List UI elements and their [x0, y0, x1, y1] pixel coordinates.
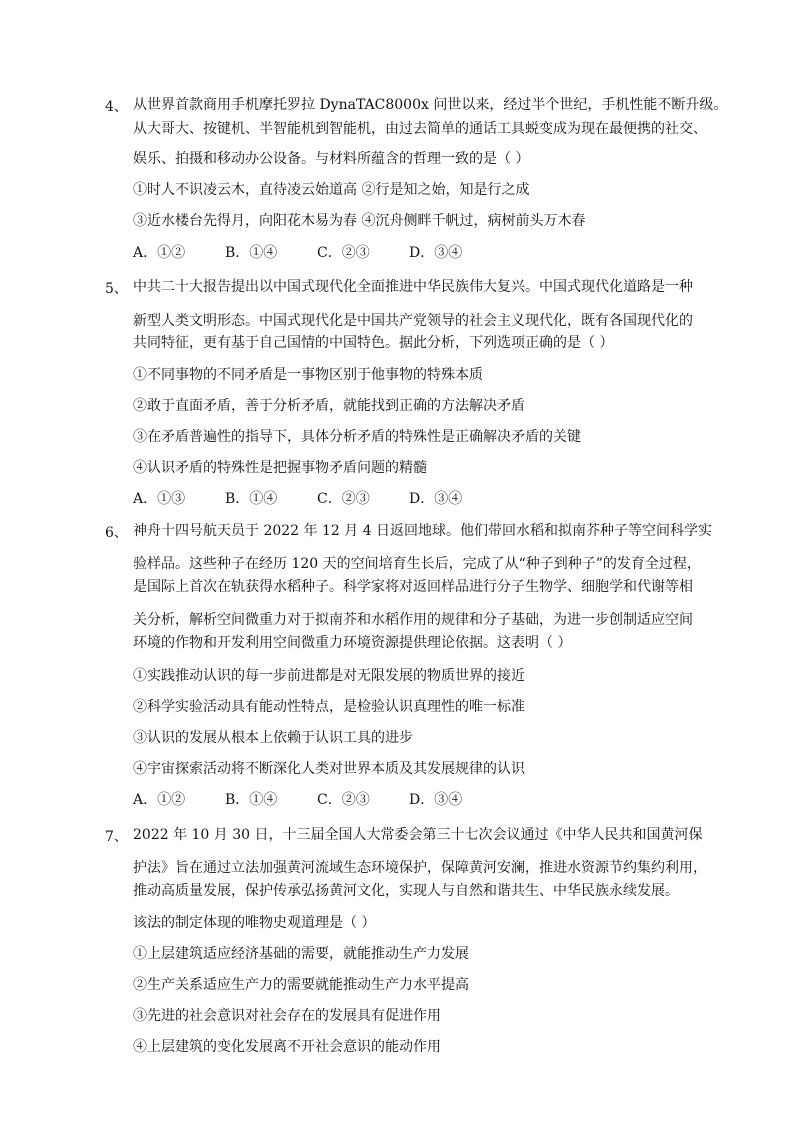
- question-text-line: 共同特征，更有基于自己国情的中国特色。据此分析，下列选项正确的是（ ）: [133, 335, 614, 351]
- question-number: 6、: [105, 525, 128, 541]
- question-text-line: 该法的制定体现的唯物史观道理是（ ）: [133, 915, 376, 931]
- question-text-line: 娱乐、拍摄和移动办公设备。与材料所蕴含的哲理一致的是（ ）: [133, 151, 530, 167]
- statement-line: ③认识的发展从根本上依赖于认识工具的进步: [133, 730, 413, 746]
- option-d[interactable]: D．③④: [409, 491, 463, 507]
- answer-options: [133, 244, 462, 262]
- option-a[interactable]: A．①②: [133, 245, 186, 261]
- question-number: 5、: [105, 281, 128, 297]
- option-d[interactable]: D．③④: [409, 245, 463, 261]
- question-text-line: 2022 年 10 月 30 日，十三届全国人大常委会第三十七次会议通过《中华人民共和国黄河保: [133, 827, 703, 843]
- question-text-line: 验样品。这些种子在经历 120 天的空间培育生长后，完成了从“种子到种子”的发育全过程，: [133, 556, 701, 572]
- option-b[interactable]: B．①④: [225, 792, 278, 808]
- answer-options: [133, 791, 462, 809]
- question-number: 7、: [105, 829, 128, 845]
- statement-line: ④上层建筑的变化发展离不开社会意识的能动作用: [133, 1039, 441, 1055]
- answer-options: [133, 490, 462, 508]
- option-c[interactable]: C．②③: [317, 491, 370, 507]
- statement-line: ③先进的社会意识对社会存在的发展具有促进作用: [133, 1008, 441, 1024]
- question-text-line: 关分析，解析空间微重力对于拟南芥和水稻作用的规律和分子基础，为进一步创制适应空间: [133, 612, 693, 628]
- statement-line: ②生产关系适应生产力的需要就能推动生产力水平提高: [133, 977, 469, 993]
- question-text-line: 推动高质量发展，保护传承弘扬黄河文化，实现人与自然和谐共生、中华民族永续发展。: [133, 883, 679, 899]
- question-text-line: 神舟十四号航天员于 2022 年 12 月 4 日返回地球。他们带回水稻和拟南芥种子等空间科学实: [133, 523, 713, 539]
- option-c[interactable]: C．②③: [317, 245, 370, 261]
- question-number: 4、: [105, 99, 128, 115]
- option-b[interactable]: B．①④: [225, 245, 278, 261]
- statement-line: ③近水楼台先得月，向阳花木易为春 ④沉舟侧畔千帆过，病树前头万木春: [133, 213, 586, 229]
- statement-line: ①时人不识凌云木，直待凌云始道高 ②行是知之始，知是行之成: [133, 182, 530, 198]
- option-b[interactable]: B．①④: [225, 491, 278, 507]
- question-text-line: 从世界首款商用手机摩托罗拉 DynaTAC8000x 问世以来，经过半个世纪，手机性能不断升级。: [133, 97, 728, 113]
- statement-line: ①不同事物的不同矛盾是一事物区别于他事物的特殊本质: [133, 367, 483, 383]
- question-text-line: 中共二十大报告提出以中国式现代化全面推进中华民族伟大复兴。中国式现代化道路是一种: [133, 279, 693, 295]
- statement-line: ③在矛盾普遍性的指导下，具体分析矛盾的特殊性是正确解决矛盾的关键: [133, 429, 581, 445]
- option-c[interactable]: C．②③: [317, 792, 370, 808]
- question-text-line: 环境的作物和开发利用空间微重力环境资源提供理论依据。这表明（ ）: [133, 635, 572, 651]
- question-text-line: 是国际上首次在轨获得水稻种子。科学家将对返回样品进行分子生物学、细胞学和代谢等相: [133, 579, 693, 595]
- statement-line: ①实践推动认识的每一步前进都是对无限发展的物质世界的接近: [133, 668, 525, 684]
- option-a[interactable]: A．①②: [133, 792, 186, 808]
- question-text-line: 新型人类文明形态。中国式现代化是中国共产党领导的社会主义现代化，既有各国现代化的: [133, 313, 693, 329]
- statement-line: ④宇宙探索活动将不断深化人类对世界本质及其发展规律的认识: [133, 761, 525, 777]
- statement-line: ①上层建筑适应经济基础的需要，就能推动生产力发展: [133, 946, 469, 962]
- option-d[interactable]: D．③④: [409, 792, 463, 808]
- question-text-line: 从大哥大、按键机、半智能机到智能机，由过去简单的通话工具蜕变成为现在最便携的社交、: [133, 121, 707, 137]
- statement-line: ②敢于直面矛盾，善于分析矛盾，就能找到正确的方法解决矛盾: [133, 398, 525, 414]
- option-a[interactable]: A．①③: [133, 491, 186, 507]
- statement-line: ④认识矛盾的特殊性是把握事物矛盾问题的精髓: [133, 460, 427, 476]
- question-text-line: 护法》旨在通过立法加强黄河流域生态环境保护，保障黄河安澜，推进水资源节约集约利用，: [133, 860, 707, 876]
- statement-line: ②科学实验活动具有能动性特点，是检验认识真理性的唯一标准: [133, 699, 525, 715]
